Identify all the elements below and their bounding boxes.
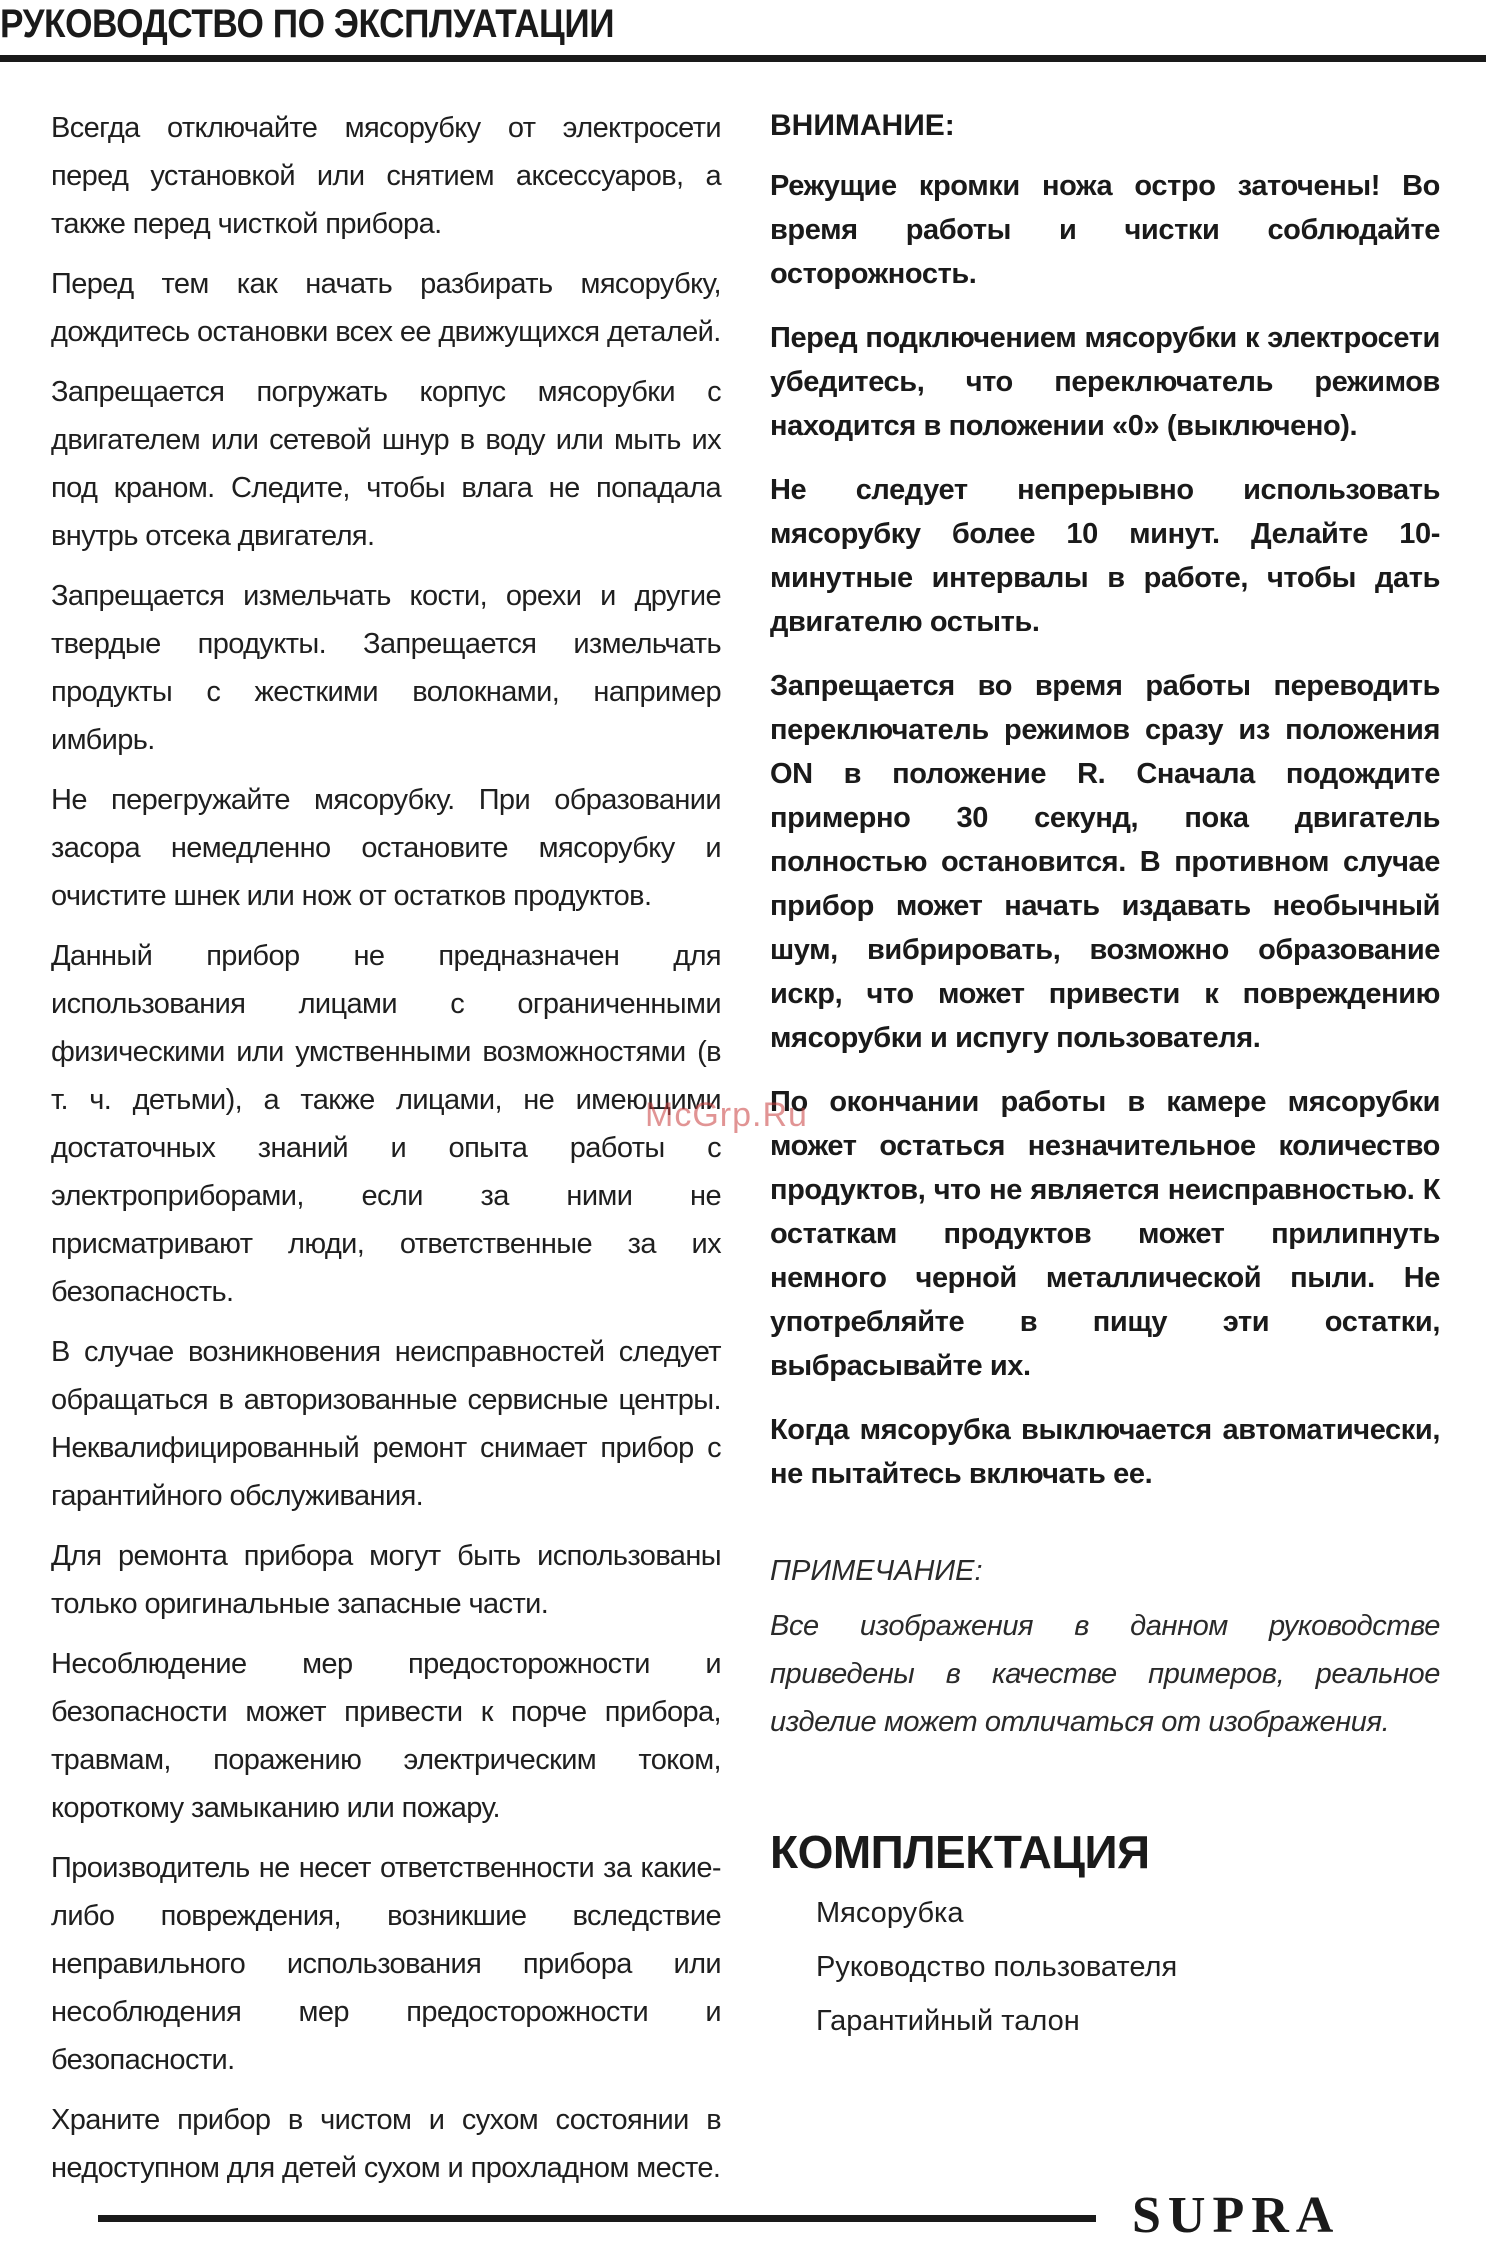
note-text: Все изображения в данном руководстве приведены в качестве примеров, реальное изделие может отличаться от изображения. [770,1610,1440,1738]
kit-list [770,1886,1440,2048]
kit-heading: КОМПЛЕКТАЦИЯ [770,1826,1150,1878]
kit-item: Руководство пользователя [816,1951,1178,1983]
safety-paragraph: Для ремонта прибора могут быть использованы только оригинальные запасные части. [51,1540,721,1620]
safety-paragraph: Всегда отключайте мясорубку от электросети перед установкой или снятием аксессуаров, а также перед чисткой прибора. [51,112,721,240]
safety-paragraph: Запрещается погружать корпус мясорубки с двигателем или сетевой шнур в воду или мыть их под краном. Следите, чтобы влага не попадала внутрь отсека двигателя. [51,376,721,552]
safety-paragraph: Производитель не несет ответственности за какие-либо повреждения, возникшие вследствие неправильного использования прибора или несоблюдения мер предосторожности и безопасности. [51,1852,721,2076]
watermark: McGrp.Ru [645,1096,808,1134]
left-column [51,104,721,2204]
safety-paragraph: Данный прибор не предназначен для использования лицами с ограниченными физическими или умственными возможностями (в т. ч. детьми), а также лицами, не имеющими достаточных знаний и опыта работы с электроприборами, если за ними не присматривают люди, ответственные за их безопасность. [51,940,721,1308]
right-column [770,104,1440,2048]
safety-paragraph: Не перегружайте мясорубку. При образовании засора немедленно остановите мясорубку и очистите шнек или нож от остатков продуктов. [51,784,721,912]
warning-paragraph: По окончании работы в камере мясорубки может остаться незначительное количество продуктов, что не является неисправностью. К остаткам продуктов может прилипнуть немного черной металлической пыли. Не употребляйте в пищу эти остатки, выбрасывайте их. [770,1086,1440,1382]
brand-logo: SUPRA [1132,2187,1341,2244]
safety-paragraph: Несоблюдение мер предосторожности и безопасности может привести к порче прибора, травмам, поражению электрическим током, короткому замыканию или пожару. [51,1648,721,1824]
warning-paragraph: Режущие кромки ножа остро заточены! Во время работы и чистки соблюдайте осторожность. [770,170,1440,290]
page-title: РУКОВОДСТВО ПО ЭКСПЛУАТАЦИИ [0,2,615,46]
kit-item: Гарантийный талон [816,2005,1080,2037]
footer-divider [98,2215,1096,2222]
warning-paragraph: Не следует непрерывно использовать мясорубку более 10 минут. Делайте 10-минутные интервалы в работе, чтобы дать двигателю остыть. [770,474,1440,638]
note-label: ПРИМЕЧАНИЕ: [770,1555,983,1587]
header-divider [0,55,1486,62]
safety-paragraph: Перед тем как начать разбирать мясорубку, дождитесь остановки всех ее движущихся деталей. [51,268,721,348]
safety-paragraph: Запрещается измельчать кости, орехи и другие твердые продукты. Запрещается измельчать продукты с жесткими волокнами, например имбирь. [51,580,721,756]
safety-paragraph: Храните прибор в чистом и сухом состоянии в недоступном для детей сухом и прохладном месте. [51,2104,721,2184]
warning-paragraph: Когда мясорубка выключается автоматически, не пытайтесь включать ее. [770,1414,1440,1490]
safety-paragraph: В случае возникновения неисправностей следует обращаться в авторизованные сервисные центры. Неквалифицированный ремонт снимает прибор с гарантийного обслуживания. [51,1336,721,1512]
warning-paragraph: Запрещается во время работы переводить переключатель режимов сразу из положения ON в положение R. Сначала подождите примерно 30 секунд, пока двигатель полностью остановится. В противном случае прибор может начать издавать необычный шум, вибрировать, возможно образование искр, что может привести к повреждению мясорубки и испугу пользователя. [770,670,1440,1054]
kit-item: Мясорубка [816,1897,964,1929]
warning-heading: ВНИМАНИЕ: [770,109,955,142]
warning-paragraph: Перед подключением мясорубки к электросети убедитесь, что переключатель режимов находится в положении «0» (выключено). [770,322,1440,442]
